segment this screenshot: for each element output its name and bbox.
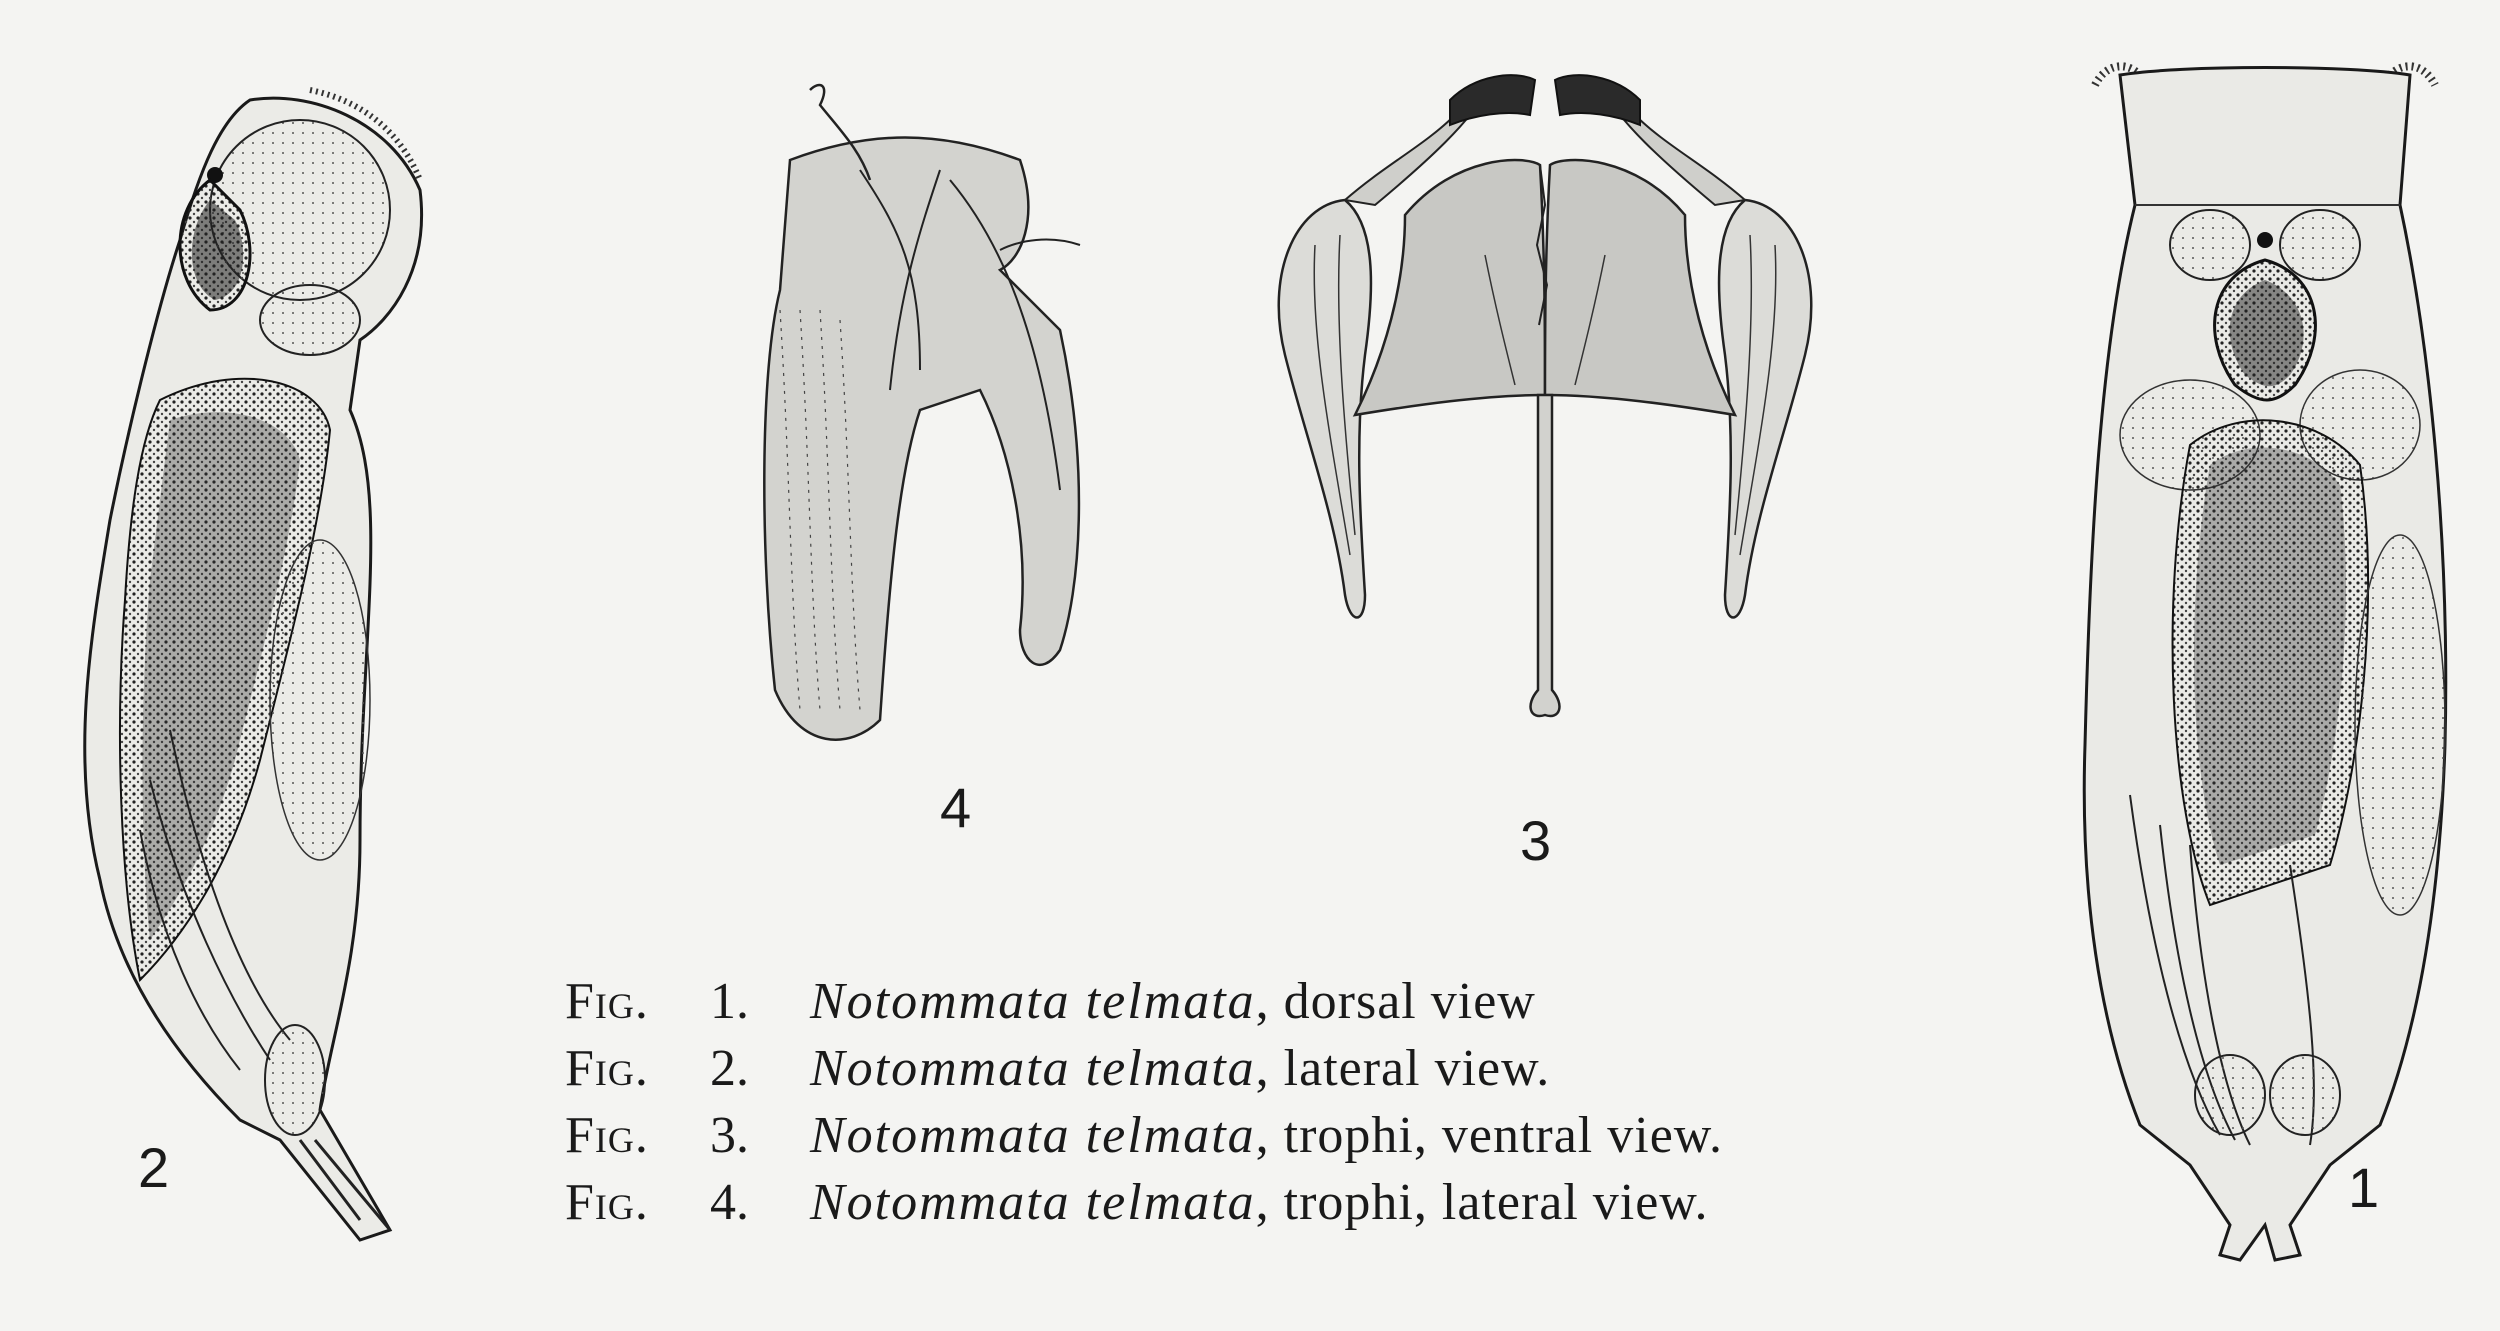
caption-species: Notommata telmata [810,973,1256,1030]
caption-label: Fig. [565,1174,649,1231]
figure-2-number: 2 [138,1136,170,1199]
caption-description: , lateral view. [1255,1040,1551,1097]
caption-description: , dorsal view [1255,973,1536,1030]
caption-species: Notommata telmata [810,1107,1256,1164]
caption-fig-1 [565,968,1723,1035]
figure-1-dorsal-drawing [2060,45,2470,1305]
caption-label: Fig. [565,1107,649,1164]
figure-4-number: 4 [940,776,972,839]
figure-3-number: 3 [1520,809,1552,872]
figure-1-number: 1 [2348,1156,2380,1219]
caption-fig-4 [565,1169,1723,1236]
caption-description: , trophi, lateral view. [1255,1174,1709,1231]
caption-species: Notommata telmata [810,1040,1256,1097]
figure-captions [565,968,1723,1236]
caption-species: Notommata telmata [810,1174,1256,1231]
figure-3-trophi-ventral-drawing [1255,55,1835,755]
caption-fig-2 [565,1035,1723,1102]
figure-4-trophi-lateral-drawing [720,70,1140,770]
caption-number: 2. [710,1040,749,1097]
caption-fig-3 [565,1102,1723,1169]
caption-number: 3. [710,1107,749,1164]
figure-2-lateral-drawing [60,80,480,1260]
caption-number: 4. [710,1174,749,1231]
caption-label: Fig. [565,1040,649,1097]
caption-label: Fig. [565,973,649,1030]
caption-number: 1. [710,973,749,1030]
caption-description: , trophi, ventral view. [1255,1107,1723,1164]
